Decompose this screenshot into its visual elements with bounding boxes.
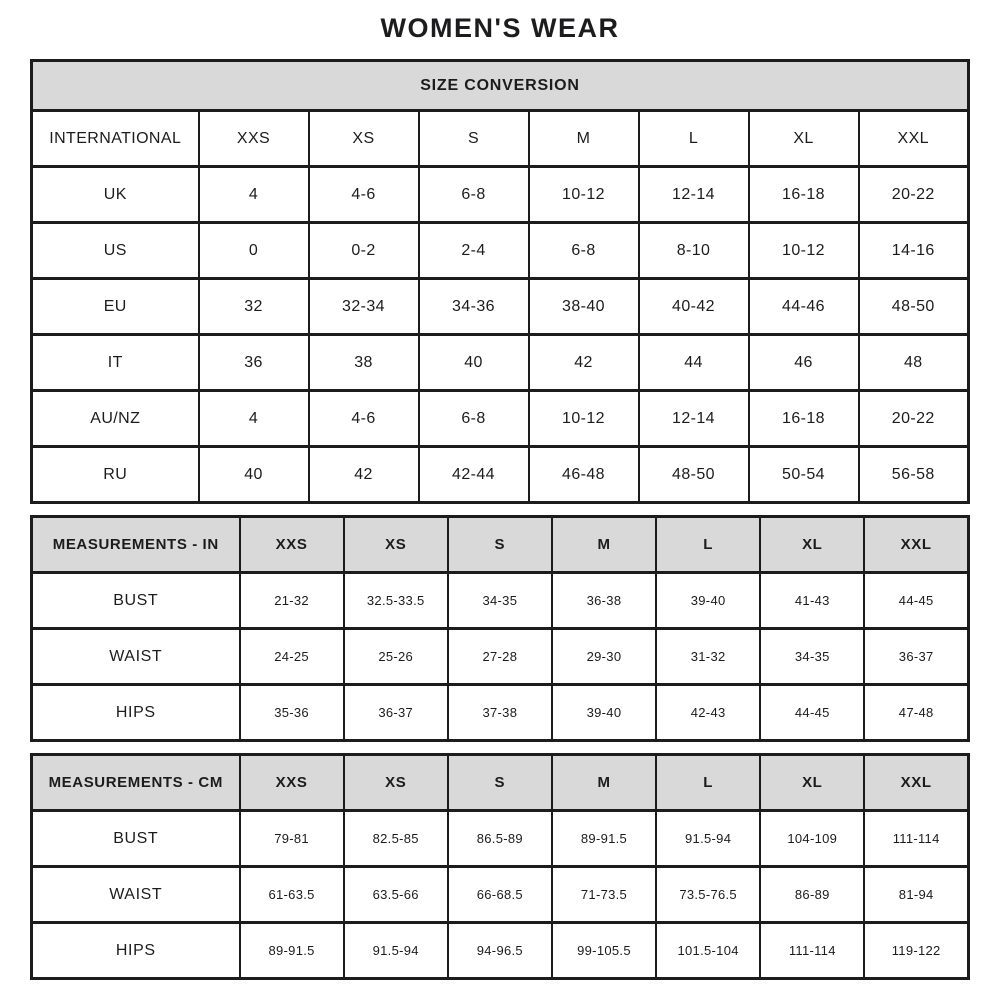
cell: 32.5-33.5 xyxy=(344,573,448,629)
cell: 42 xyxy=(529,335,639,391)
cell: 36-38 xyxy=(552,573,656,629)
cell: 2-4 xyxy=(419,223,529,279)
row-label: RU xyxy=(32,447,199,503)
cell: 39-40 xyxy=(552,685,656,741)
cell: 44-46 xyxy=(749,279,859,335)
cell: 4-6 xyxy=(309,167,419,223)
column-header: M xyxy=(552,517,656,573)
table-title: MEASUREMENTS - CM xyxy=(32,755,240,811)
cell: 4 xyxy=(199,167,309,223)
cell: 44-45 xyxy=(864,573,968,629)
row-label: US xyxy=(32,223,199,279)
table-row-waist-cm xyxy=(32,867,969,923)
cell: 31-32 xyxy=(656,629,760,685)
cell: 46 xyxy=(749,335,859,391)
cell: 16-18 xyxy=(749,391,859,447)
cell: 12-14 xyxy=(639,391,749,447)
cell: 44-45 xyxy=(760,685,864,741)
column-header: XXL xyxy=(859,111,969,167)
cell: 91.5-94 xyxy=(344,923,448,979)
cell: 89-91.5 xyxy=(240,923,344,979)
cell: 94-96.5 xyxy=(448,923,552,979)
cell: 79-81 xyxy=(240,811,344,867)
cell: 8-10 xyxy=(639,223,749,279)
row-label: BUST xyxy=(32,573,240,629)
cell: 40-42 xyxy=(639,279,749,335)
cell: 73.5-76.5 xyxy=(656,867,760,923)
table-row-bust-in xyxy=(32,573,969,629)
cell: 25-26 xyxy=(344,629,448,685)
table-row-hips-cm xyxy=(32,923,969,979)
column-header: L xyxy=(656,755,760,811)
column-header: XS xyxy=(344,755,448,811)
measurements-cm-header-row xyxy=(32,755,969,811)
column-header: INTERNATIONAL xyxy=(32,111,199,167)
cell: 0-2 xyxy=(309,223,419,279)
column-header: XL xyxy=(760,755,864,811)
cell: 91.5-94 xyxy=(656,811,760,867)
cell: 12-14 xyxy=(639,167,749,223)
cell: 71-73.5 xyxy=(552,867,656,923)
cell: 89-91.5 xyxy=(552,811,656,867)
cell: 44 xyxy=(639,335,749,391)
column-header: L xyxy=(639,111,749,167)
row-label: AU/NZ xyxy=(32,391,199,447)
cell: 48-50 xyxy=(639,447,749,503)
cell: 6-8 xyxy=(419,391,529,447)
cell: 34-35 xyxy=(760,629,864,685)
cell: 36-37 xyxy=(864,629,968,685)
measurements-cm-table xyxy=(30,753,970,980)
column-header: S xyxy=(419,111,529,167)
table-row-uk xyxy=(32,167,969,223)
column-header: XS xyxy=(344,517,448,573)
cell: 6-8 xyxy=(419,167,529,223)
cell: 35-36 xyxy=(240,685,344,741)
row-label: HIPS xyxy=(32,685,240,741)
cell: 0 xyxy=(199,223,309,279)
cell: 34-36 xyxy=(419,279,529,335)
column-header: XS xyxy=(309,111,419,167)
measurements-in-header-row xyxy=(32,517,969,573)
cell: 61-63.5 xyxy=(240,867,344,923)
cell: 20-22 xyxy=(859,391,969,447)
cell: 32-34 xyxy=(309,279,419,335)
table-row-ru xyxy=(32,447,969,503)
cell: 42-44 xyxy=(419,447,529,503)
column-header: XL xyxy=(760,517,864,573)
cell: 10-12 xyxy=(529,167,639,223)
cell: 42-43 xyxy=(656,685,760,741)
column-header: M xyxy=(552,755,656,811)
cell: 36-37 xyxy=(344,685,448,741)
column-header: S xyxy=(448,755,552,811)
column-header: S xyxy=(448,517,552,573)
cell: 21-32 xyxy=(240,573,344,629)
row-label: WAIST xyxy=(32,629,240,685)
row-label: WAIST xyxy=(32,867,240,923)
size-conversion-header-row xyxy=(32,111,969,167)
cell: 4 xyxy=(199,391,309,447)
cell: 119-122 xyxy=(864,923,968,979)
cell: 41-43 xyxy=(760,573,864,629)
cell: 34-35 xyxy=(448,573,552,629)
row-label: BUST xyxy=(32,811,240,867)
size-conversion-title: SIZE CONVERSION xyxy=(32,61,969,111)
row-label: HIPS xyxy=(32,923,240,979)
cell: 16-18 xyxy=(749,167,859,223)
table-row-hips-in xyxy=(32,685,969,741)
cell: 46-48 xyxy=(529,447,639,503)
cell: 86.5-89 xyxy=(448,811,552,867)
cell: 50-54 xyxy=(749,447,859,503)
cell: 82.5-85 xyxy=(344,811,448,867)
table-row-eu xyxy=(32,279,969,335)
table-row-it xyxy=(32,335,969,391)
size-conversion-table xyxy=(30,59,970,504)
cell: 40 xyxy=(199,447,309,503)
cell: 36 xyxy=(199,335,309,391)
column-header: XXS xyxy=(240,517,344,573)
page-title: WOMEN'S WEAR xyxy=(380,13,620,43)
cell: 29-30 xyxy=(552,629,656,685)
size-conversion-banner-row xyxy=(32,61,969,111)
cell: 20-22 xyxy=(859,167,969,223)
cell: 111-114 xyxy=(760,923,864,979)
cell: 111-114 xyxy=(864,811,968,867)
column-header: XXL xyxy=(864,755,968,811)
cell: 48-50 xyxy=(859,279,969,335)
table-row-aunz xyxy=(32,391,969,447)
cell: 37-38 xyxy=(448,685,552,741)
cell: 39-40 xyxy=(656,573,760,629)
cell: 81-94 xyxy=(864,867,968,923)
cell: 86-89 xyxy=(760,867,864,923)
measurements-in-table xyxy=(30,515,970,742)
table-row-waist-in xyxy=(32,629,969,685)
column-header: L xyxy=(656,517,760,573)
table-row-bust-cm xyxy=(32,811,969,867)
cell: 63.5-66 xyxy=(344,867,448,923)
cell: 10-12 xyxy=(749,223,859,279)
table-title: MEASUREMENTS - IN xyxy=(32,517,240,573)
cell: 10-12 xyxy=(529,391,639,447)
row-label: UK xyxy=(32,167,199,223)
cell: 6-8 xyxy=(529,223,639,279)
cell: 24-25 xyxy=(240,629,344,685)
cell: 66-68.5 xyxy=(448,867,552,923)
cell: 4-6 xyxy=(309,391,419,447)
cell: 40 xyxy=(419,335,529,391)
cell: 27-28 xyxy=(448,629,552,685)
table-row-us xyxy=(32,223,969,279)
row-label: IT xyxy=(32,335,199,391)
cell: 99-105.5 xyxy=(552,923,656,979)
column-header: XXS xyxy=(240,755,344,811)
row-label: EU xyxy=(32,279,199,335)
cell: 14-16 xyxy=(859,223,969,279)
column-header: XL xyxy=(749,111,859,167)
column-header: XXS xyxy=(199,111,309,167)
cell: 42 xyxy=(309,447,419,503)
cell: 38-40 xyxy=(529,279,639,335)
column-header: XXL xyxy=(864,517,968,573)
column-header: M xyxy=(529,111,639,167)
cell: 48 xyxy=(859,335,969,391)
cell: 101.5-104 xyxy=(656,923,760,979)
cell: 32 xyxy=(199,279,309,335)
cell: 56-58 xyxy=(859,447,969,503)
cell: 38 xyxy=(309,335,419,391)
cell: 47-48 xyxy=(864,685,968,741)
cell: 104-109 xyxy=(760,811,864,867)
